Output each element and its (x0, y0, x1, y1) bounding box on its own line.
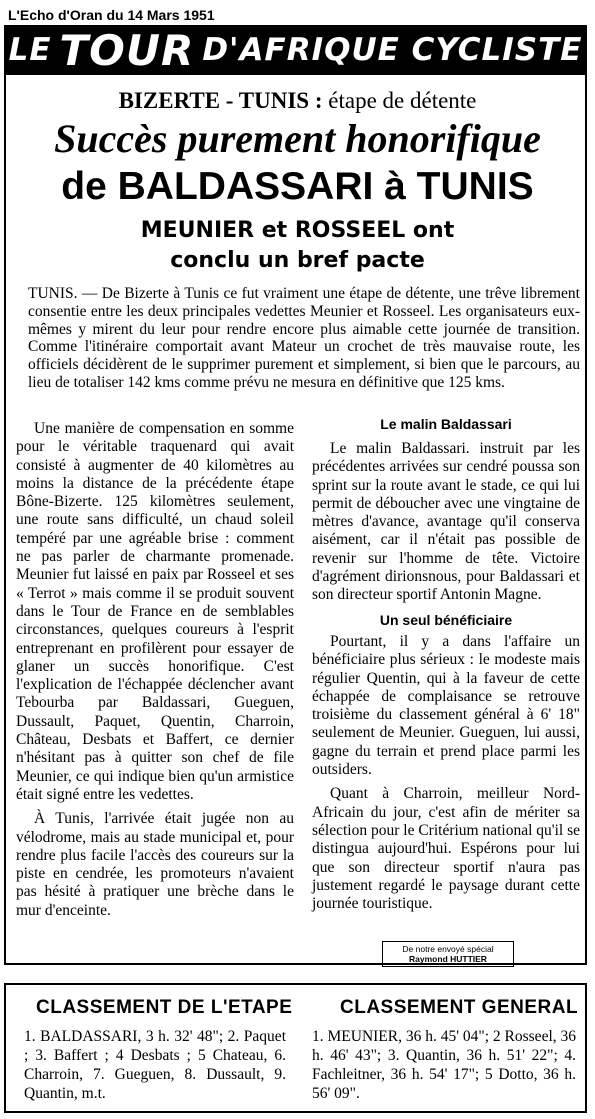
left-column (16, 420, 294, 926)
byline-box (382, 941, 514, 967)
right-column (312, 440, 580, 919)
general-results-title: CLASSEMENT GENERAL (340, 997, 579, 1018)
right-paragraph-1: Le malin Baldassari. instruit par les précédentes arrivées sur cendré poussa son sprint sur la route avant le stade, ce qui lui permit de déboucher avec une vingtaine de mètres d'avance, avantage qu'il conserva aisément, car il n'était pas possible de revenir sur l'homme de tête. Victoire d'agrément dirionsnous, pour Baldassari et son directeur sportif Antonin Magne. (312, 440, 580, 604)
headline-subtitle (0, 216, 595, 276)
section-banner (4, 25, 587, 75)
left-paragraph-1: Une manière de compensation en somme pour le véritable traquenard qui avait consisté à augmenter de 40 kilomètres au moins la distance de la précédente étape Bône-Bizerte. 125 kilomètres seulement, une route sans difficulté, un chaud soleil tempéré par une agréable brise : comment ne pas parler de charmante promenade. Meunier fut laissé en paix par Rosseel et ses « Terrot » mais comme il se produit souvent dans le Tour de France en de semblables circonstances, quelques coureurs à l'esprit entreprenant en profilèrent pour essayer de glaner un succès honorifique. C'est l'explication de l'échappée déclencher avant Tebourba par Baldassari, Gueguen, Dussault, Paquet, Quentin, Charroin, Château, Desbats et Baffert, ce dernier n'hésitant pas à quitter son chef de file Meunier, ce qui indique bien qu'un armistice était signé entre les vedettes. (16, 420, 294, 803)
results-box (4, 983, 587, 1113)
headline-line2: de BALDASSARI à TUNIS (61, 165, 534, 208)
byline-author: Raymond HUTTIER (409, 954, 487, 964)
stage-results-text: 1. BALDASSARI, 3 h. 32' 48"; 2. Paquet ; 3. Baffert ; 4 Desbats ; 5 Chateau, 6. Charroin, 7. Gueguen, 8. Dussault, 9. Quantin, m.t. (24, 1028, 286, 1102)
subhead-malin: Le malin Baldassari (380, 416, 512, 432)
right-paragraph-2: Pourtant, il y a dans l'affaire un bénéficiaire plus sérieux : le modeste mais régulier Quentin, qui à la faveur de cette échappée de complaisance se retrouve troisième du classement général à 6' 18" seulement de Meunier. Gueguen, lui aussi, gagne du terrain et prend place parmi les outsiders. (312, 632, 580, 779)
banner-part3: D'AFRIQUE CYCLISTE (202, 32, 583, 68)
general-results-text: 1. MEUNIER, 36 h. 45' 04"; 2 Rosseel, 36 h. 46' 43"; 3. Quantin, 36 h. 51' 22"; 4. Fachleitner, 36 h. 54' 17"; 5 Dotto, 36 h. 56' 09". (312, 1028, 576, 1102)
left-paragraph-2: À Tunis, l'arrivée était jugée non au vélodrome, mais au stade municipal et, pour rendre plus facile l'accès des coureurs sur la piste en cendrée, les promoteurs n'avaient pas hésité à pratiquer une brèche dans le mur d'enceinte. (16, 810, 294, 919)
source-line: L'Echo d'Oran du 14 Mars 1951 (8, 7, 215, 23)
subtitle-line1: MEUNIER et ROSSEEL ont (140, 218, 455, 243)
kicker-rest: étape de détente (328, 88, 477, 113)
subhead-beneficiaire: Un seul bénéficiaire (379, 611, 513, 628)
headline-line1: Succès purement honorifique (54, 116, 541, 161)
kicker-bold: BIZERTE - TUNIS : (118, 88, 323, 113)
banner-part2: TOUR (59, 25, 195, 75)
lead-paragraph: TUNIS. — De Bizerte à Tunis ce fut vraiment une étape de détente, une trêve librement consentie entre les deux principales vedettes Meunier et Rosseel. Les organisateurs eux-mêmes y mirent du leur pour rendre encore plus aimable cette journée de transition. Comme l'itinéraire comportait avant Mateur un crochet de très mauvaise route, les officiels décidèrent de le supprimer purement et simplement, si bien que le parcours, au lieu de totaliser 142 kms comme prévu ne mesura en définitive que 125 kms. (28, 285, 580, 391)
banner-part1: LE (8, 32, 52, 68)
byline-line1: De notre envoyé spécial (402, 944, 494, 954)
subtitle-line2: conclu un bref pacte (170, 248, 425, 273)
right-paragraph-3: Quant à Charroin, meilleur Nord-Africain du jour, c'est afin de mériter sa sélection pour le Critérium national qu'il se distingua aujourd'hui. Espérons pour lui que son directeur sportif n'aura pas justement regardé le paysage durant cette journée touristique. (312, 785, 580, 913)
headline-kicker (0, 88, 595, 114)
stage-results-title: CLASSEMENT DE L'ETAPE (36, 997, 293, 1018)
